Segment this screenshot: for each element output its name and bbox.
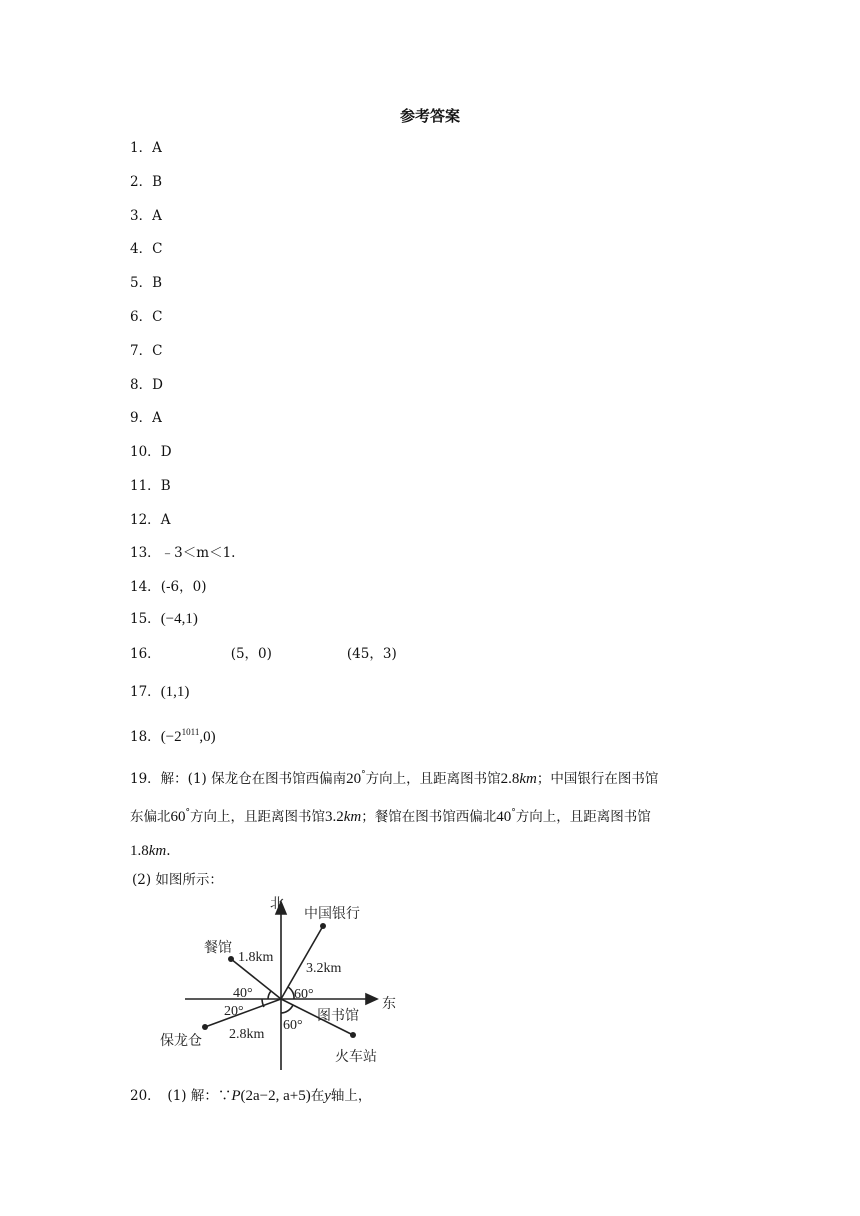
axis-name: y: [324, 1088, 331, 1104]
answer-5: [130, 271, 162, 291]
answer-base: (−2: [160, 729, 182, 745]
answer-16: [130, 642, 397, 662]
distance-restaurant-label: 1.8km: [238, 950, 274, 965]
answer-number: 18．: [130, 729, 161, 745]
answer-number: 15．: [130, 611, 161, 627]
answer-value: C: [152, 342, 163, 359]
answer-9: [130, 406, 162, 426]
answer-4: [130, 237, 162, 257]
answer-value-1: (5，0): [230, 646, 272, 662]
text: 方向上，且距离图书馆: [515, 809, 651, 825]
east-arrow-icon: [366, 994, 377, 1004]
answer-19-part2: (2) 如图所示：: [132, 872, 223, 888]
answer-number: 2．: [130, 173, 153, 190]
text: 东偏北: [130, 809, 171, 825]
answer-value: B: [160, 478, 171, 494]
station-point: [350, 1032, 356, 1038]
angle-60-upper-label: 60°: [294, 987, 314, 1002]
angle-40-label: 40°: [233, 986, 253, 1001]
answer-11: [130, 474, 171, 494]
bank-point: [320, 923, 326, 929]
station-label: 火车站: [335, 1050, 377, 1065]
bank-label: 中国银行: [304, 907, 360, 922]
answer-value: (-6，0): [160, 579, 207, 595]
math-value: 20: [346, 771, 362, 787]
answer-number: 12．: [130, 511, 161, 528]
answer-8: [130, 373, 163, 393]
page-title: 参考答案: [399, 107, 460, 125]
answer-value: (−4,1): [160, 611, 198, 627]
answer-number: 3．: [130, 207, 153, 224]
answer-number: 8．: [130, 376, 153, 393]
math-value: 1.8: [130, 843, 149, 859]
restaurant-label: 餐馆: [204, 941, 232, 956]
answer-value: A: [152, 140, 162, 156]
answer-value: A: [152, 207, 162, 224]
unit: km: [148, 843, 167, 859]
point-coords: (2a−2, a+5): [240, 1088, 311, 1104]
north-label: 北: [270, 897, 284, 912]
text: 19．解：(1) 保龙仓在图书馆西偏南: [130, 771, 347, 787]
point-name: P: [231, 1088, 241, 1104]
answer-6: [130, 305, 162, 325]
text: 方向上，且距离图书馆: [190, 809, 325, 825]
answer-value: D: [160, 444, 172, 461]
angle-arc-60-lower: [281, 1005, 293, 1013]
answer-number: 17．: [130, 684, 161, 700]
angle-arc-40: [268, 991, 271, 999]
answer-value-2: (45，3): [346, 646, 397, 662]
answer-13: [130, 541, 235, 561]
answer-value: B: [152, 173, 163, 190]
unit: km: [519, 771, 537, 787]
answer-exponent: 1011: [181, 727, 200, 737]
direction-diagram: [0, 890, 860, 1080]
text: 方向上，且距离图书馆: [365, 771, 501, 787]
answer-number: 13．: [130, 545, 161, 561]
answer-value: ﹣3＜m＜1.: [160, 545, 236, 561]
answer-1: [130, 136, 162, 156]
answer-value: B: [152, 275, 163, 292]
text: 20． (1) 解：∵: [130, 1088, 232, 1104]
answer-20-part1: [130, 1084, 371, 1105]
answer-19-part1: 19．解：(1) 保龙仓在图书馆西偏南20°方向上，且距离图书馆2.8km；中国银行在图书馆 东偏北60°方向上，且距离图书馆3.2km；餐馆在图书馆西偏北40°方向上，且距离图书馆 1.8km.: [130, 770, 659, 859]
angle-60-lower-label: 60°: [283, 1018, 303, 1033]
answer-value: A: [152, 410, 162, 427]
math-value: 60: [170, 809, 186, 825]
answer-value: D: [152, 376, 163, 393]
answer-number: 11．: [130, 478, 161, 494]
answer-number: 10．: [130, 444, 161, 461]
text: .: [166, 843, 171, 859]
answer-number: 4．: [130, 241, 153, 258]
baolong-point: [202, 1024, 208, 1030]
answer-2: [130, 170, 162, 190]
math-value: 3.2: [325, 809, 344, 825]
answer-number: 7．: [130, 342, 153, 359]
answer-17: [130, 680, 189, 701]
answer-14: [130, 575, 206, 595]
distance-bank-label: 3.2km: [306, 961, 342, 976]
angle-20-label: 20°: [224, 1004, 244, 1019]
answer-number: 5．: [130, 275, 153, 292]
text: 在: [310, 1088, 325, 1104]
restaurant-point: [228, 956, 234, 962]
unit: km: [343, 809, 362, 825]
answer-7: [130, 339, 162, 359]
library-label: 图书馆: [317, 1009, 359, 1024]
answer-3: [130, 204, 162, 224]
east-label: 东: [382, 997, 396, 1012]
distance-baolong-label: 2.8km: [229, 1027, 265, 1042]
answer-10: [130, 440, 172, 460]
answer-12: [130, 508, 170, 528]
answer-18: [130, 725, 216, 746]
answer-tail: ,0): [199, 729, 216, 745]
answer-value: C: [152, 241, 163, 258]
baolong-label: 保龙仓: [160, 1034, 202, 1049]
answer-value: A: [160, 511, 171, 528]
answer-number: 1．: [130, 140, 153, 156]
answer-number: 9．: [130, 410, 153, 427]
answer-number: 16．: [130, 646, 161, 662]
answer-value: (1,1): [160, 684, 190, 700]
answer-15: [130, 607, 198, 628]
math-value: 2.8: [500, 771, 520, 787]
math-value: 40: [496, 809, 512, 825]
text: 轴上，: [330, 1088, 372, 1104]
text: ；餐馆在图书馆西偏北: [361, 809, 497, 825]
answer-value: C: [152, 309, 163, 325]
text: ；中国银行在图书馆: [536, 771, 659, 787]
answer-number: 14．: [130, 579, 161, 595]
answer-number: 6．: [130, 309, 153, 325]
